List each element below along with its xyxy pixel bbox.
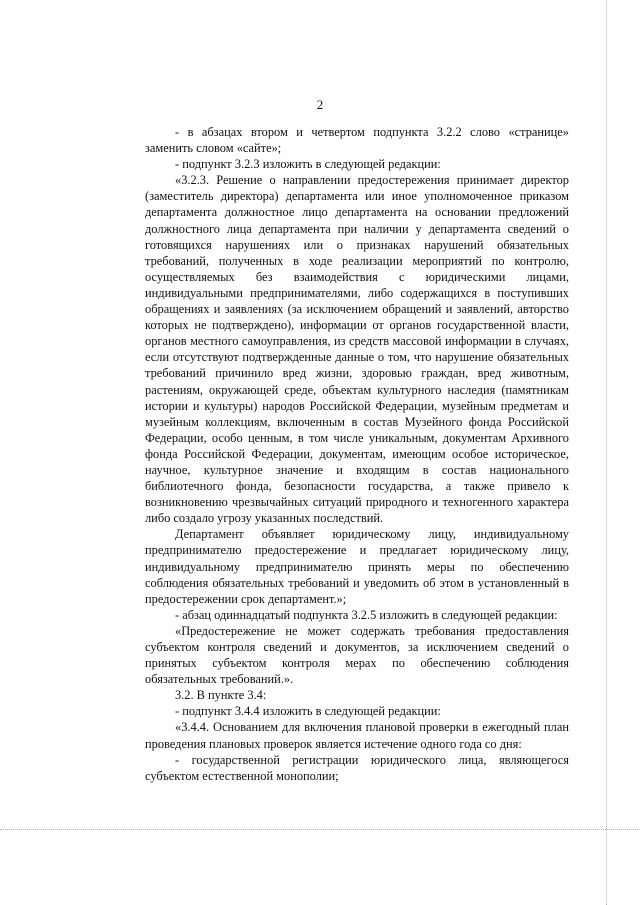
paragraph-3: «3.2.3. Решение о направлении предостережения принимает директор (заместитель директора) департамента или иное уполномоченное приказом департамента должностное лицо департамента на основании предложений должностного лица департамента при наличии у департамента сведений о готовящихся нарушениях или о признаках нарушений обязательных требований, полученных в ходе реализации мероприятий по контролю, осуществляемых без взаимодействия с юридическими лицами, индивидуальными предпринимателями, либо содержащихся в поступивших обращениях и заявлениях (за исключением обращений и заявлений, авторство которых не подтверждено), информации от органов государственной власти, органов местного самоуправления, из средств массовой информации в случаях, если отсутствуют подтвержденные данные о том, что нарушение обязательных требований причинило вред жизни, здоровью граждан, вред животным, растениям, окружающей среде, объектам культурного наследия (памятникам истории и культуры) народов Российской Федерации, музейным предметам и музейным коллекциям, включенным в состав Музейного фонда Российской Федерации, особо ценным, в том числе уникальным, документам Архивного фонда Российской Федерации, документам, имеющим особое историческое, научное, культурное значение и входящим в состав национального библиотечного фонда, безопасности государства, а также привело к возникновению чрезвычайных ситуаций природного и техногенного характера либо создало угрозу указанных последствий. — [145, 173, 569, 526]
paragraph-7: 3.2. В пункте 3.4: — [175, 688, 267, 703]
paragraph-10: - государственной регистрации юридического лица, являющегося субъектом естественной монополии; — [145, 752, 569, 783]
scan-edge-bottom — [0, 829, 640, 830]
paragraph-2: - подпункт 3.2.3 изложить в следующей редакции: — [175, 157, 441, 172]
paragraph-1: - в абзацах втором и четвертом подпункта 3.2.2 слово «странице» заменить словом «сайте»; — [145, 125, 569, 156]
document-body — [145, 124, 569, 784]
paragraph-4: Департамент объявляет юридическому лицу, индивидуальному предпринимателю предостережение и предлагает юридическому лицу, индивидуальному предпринимателю принять меры по обеспечению соблюдения обязательных требований и уведомить об этом в установленный в предостережении срок департамент.»; — [145, 527, 569, 606]
paragraph-6: «Предостережение не может содержать требования предоставления субъектом контроля сведений и документов, за исключением сведений о принятых субъектом контроля мерах по обеспечению соблюдения обязательных требований.». — [145, 623, 569, 687]
scan-edge-right — [606, 0, 607, 905]
page-number: 2 — [316, 97, 324, 112]
paragraph-8: - подпункт 3.4.4 изложить в следующей редакции: — [175, 704, 441, 719]
paragraph-9: «3.4.4. Основанием для включения плановой проверки в ежегодный план проведения плановых проверок является истечение одного года со дня: — [145, 720, 569, 751]
paragraph-5: - абзац одиннадцатый подпункта 3.2.5 изложить в следующей редакции: — [175, 607, 558, 622]
